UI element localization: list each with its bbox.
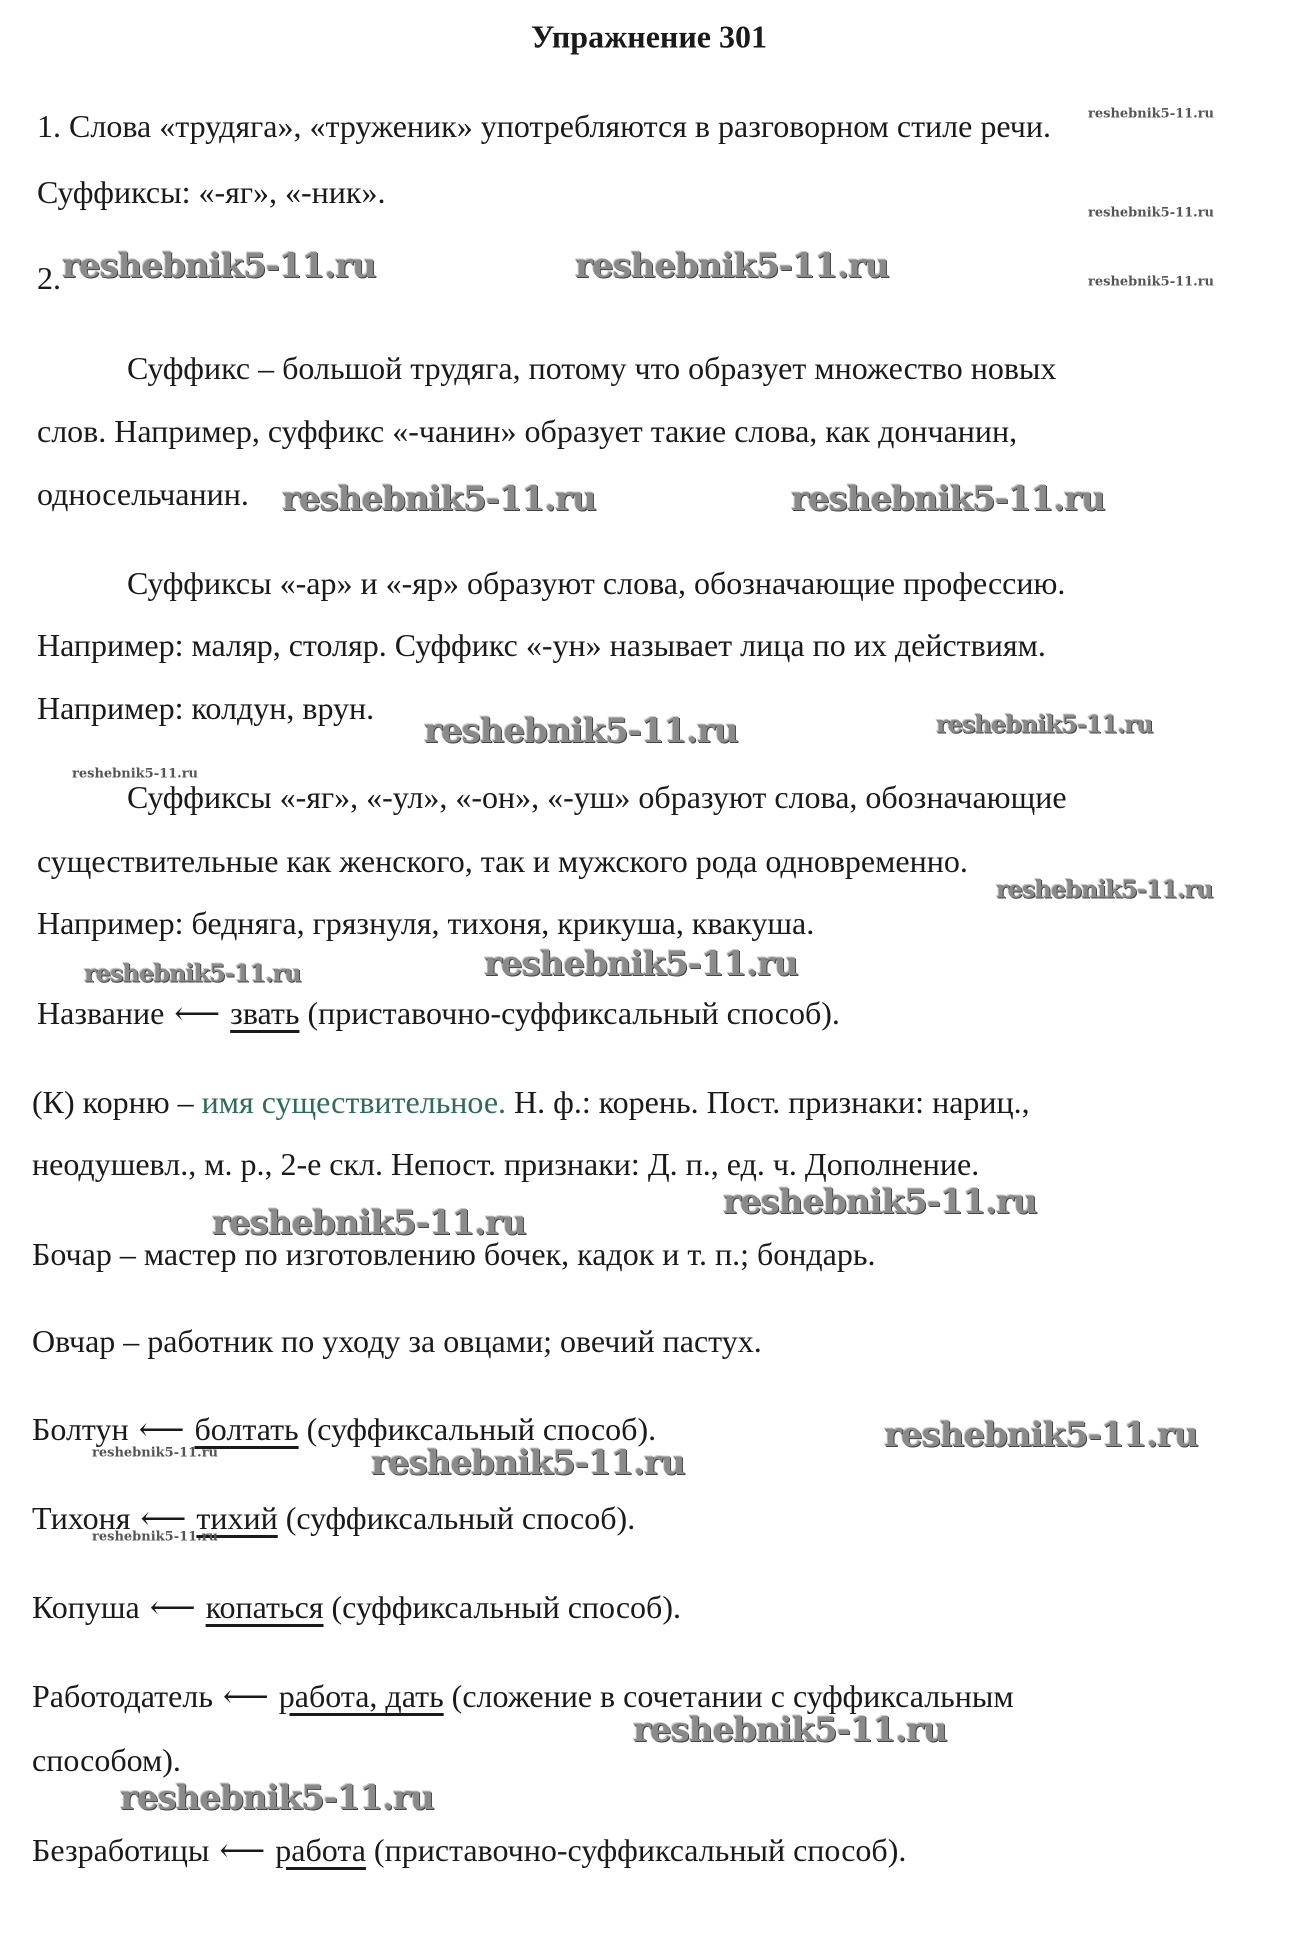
text-line: Суффиксы «-ар» и «-яр» образуют слова, обозначающие профессию.	[127, 565, 1066, 601]
morph-pos: имя существительное.	[201, 1084, 507, 1120]
derivation-line	[32, 1830, 906, 1870]
watermark: reshebnik5-11.ru	[996, 874, 1213, 904]
text-line: Суффиксы «-яг», «-ул», «-он», «-уш» образуют слова, обозначающие	[127, 779, 1067, 815]
text-line: односельчанин.	[37, 476, 249, 512]
watermark: reshebnik5-11.ru	[92, 1529, 219, 1545]
watermark: reshebnik5-11.ru	[212, 1203, 526, 1243]
morph-analysis-line	[32, 1082, 1030, 1122]
watermark: reshebnik5-11.ru	[1088, 274, 1215, 290]
watermark: reshebnik5-11.ru	[120, 1778, 434, 1818]
text-line: слов. Например, суффикс «-чанин» образует такие слова, как дончанин,	[37, 413, 1018, 449]
text-line: Например: колдун, врун.	[37, 690, 375, 726]
watermark: reshebnik5-11.ru	[936, 709, 1153, 739]
arrow-left-icon: ⟵	[138, 1411, 185, 1447]
text-line: Например: маляр, столяр. Суффикс «-ун» называет лица по их действиям.	[37, 627, 1046, 663]
definition: Овчар – работник по уходу за овцами; овечий пастух.	[32, 1323, 762, 1359]
text-line: Например: бедняга, грязнуля, тихоня, крикуша, квакуша.	[37, 905, 815, 941]
text-line: 1. Слова «трудяга», «труженик» употребляются в разговорном стиле речи.	[37, 108, 1051, 144]
text-line: Суффикс – большой трудяга, потому что образует множество новых	[127, 350, 1057, 386]
arrow-left-icon: ⟵	[149, 1589, 196, 1625]
watermark: reshebnik5-11.ru	[633, 1710, 947, 1750]
text-line: Суффиксы: «-яг», «-ник».	[37, 174, 386, 210]
item-number: 2.	[37, 260, 61, 296]
morph-text: (К) корню –	[32, 1084, 202, 1120]
derivation-line	[37, 993, 840, 1033]
derived-word: Название	[37, 995, 165, 1031]
source-word: работа, дать	[278, 1678, 444, 1714]
watermark: reshebnik5-11.ru	[723, 1182, 1037, 1222]
derived-word: Безработицы	[32, 1832, 210, 1868]
morph-text: Н. ф.: корень. Пост. признаки: нариц.,	[506, 1084, 1030, 1120]
text-line: существительные как женского, так и мужского рода одновременно.	[37, 843, 968, 879]
method: (приставочно-суффиксальный способ).	[365, 1832, 907, 1868]
watermark: reshebnik5-11.ru	[92, 1445, 219, 1461]
source-word: копаться	[205, 1589, 324, 1625]
derived-word: Копуша	[32, 1589, 140, 1625]
watermark: reshebnik5-11.ru	[424, 711, 738, 751]
text-line: способом).	[32, 1742, 181, 1778]
source-word: тихий	[196, 1500, 278, 1536]
watermark: reshebnik5-11.ru	[72, 766, 199, 782]
definition: Бочар – мастер по изготовлению бочек, кадок и т. п.; бондарь.	[32, 1236, 876, 1272]
method: (приставочно-суффиксальный способ).	[299, 995, 840, 1031]
source-word: звать	[230, 995, 300, 1031]
watermark: reshebnik5-11.ru	[791, 479, 1105, 519]
watermark: reshebnik5-11.ru	[575, 246, 889, 286]
watermark: reshebnik5-11.ru	[884, 1415, 1198, 1455]
arrow-left-icon: ⟵	[219, 1832, 266, 1868]
method: (суффиксальный способ).	[277, 1500, 636, 1536]
watermark: reshebnik5-11.ru	[1088, 106, 1215, 122]
morph-analysis-line: неодушевл., м. р., 2-е скл. Непост. признаки: Д. п., ед. ч. Дополнение.	[32, 1146, 980, 1182]
arrow-left-icon: ⟵	[174, 995, 221, 1031]
source-word: болтать	[194, 1411, 299, 1447]
derived-word: Работодатель	[32, 1678, 213, 1714]
watermark: reshebnik5-11.ru	[1088, 205, 1215, 221]
watermark: reshebnik5-11.ru	[371, 1443, 685, 1483]
arrow-left-icon: ⟵	[222, 1678, 269, 1714]
derived-word: Тихоня	[32, 1500, 131, 1536]
derived-word: Болтун	[32, 1411, 129, 1447]
watermark: reshebnik5-11.ru	[84, 958, 301, 988]
page-title: Упражнение 301	[530, 18, 767, 55]
derivation-line	[32, 1587, 681, 1627]
arrow-left-icon: ⟵	[140, 1500, 187, 1536]
watermark: reshebnik5-11.ru	[62, 246, 376, 286]
source-word: работа	[275, 1832, 366, 1868]
method: (сложение в сочетании с суффиксальным	[443, 1678, 1014, 1714]
watermark: reshebnik5-11.ru	[484, 944, 798, 984]
method: (суффиксальный способ).	[323, 1589, 681, 1625]
method: (суффиксальный способ).	[298, 1411, 657, 1447]
watermark: reshebnik5-11.ru	[282, 479, 596, 519]
